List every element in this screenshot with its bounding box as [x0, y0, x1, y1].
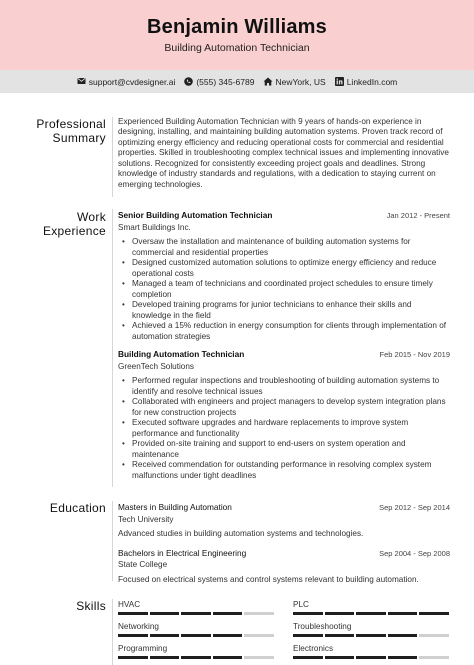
education-description: Advanced studies in building automation systems and technologies.: [118, 529, 364, 538]
resume-header: [0, 0, 474, 70]
job-company: GreenTech Solutions: [118, 361, 195, 371]
skill-level-segment: [244, 634, 274, 637]
job-bullet: • Achieved a 15% reduction in energy consumption for clients through implementation of automation strategies: [118, 321, 450, 342]
skill-level-segment: [118, 634, 148, 637]
education-entry: [118, 548, 450, 586]
job-bullet: • Executed software upgrades and hardware replacements to improve system performance and functionality: [118, 418, 450, 439]
education-dates: Sep 2004 - Sep 2008: [379, 548, 450, 558]
job-bullet: • Received commendation for outstanding performance in resolving complex system malfunctions under tight deadlines: [118, 460, 450, 481]
skill-level-segment: [388, 656, 418, 659]
summary-heading-line2: Summary: [52, 131, 106, 145]
skill-level-segment: [181, 656, 211, 659]
skill-name: Networking: [118, 622, 159, 631]
skill-level-segment: [325, 612, 355, 615]
skill-level-segment: [419, 656, 449, 659]
skill-level-segment: [356, 656, 386, 659]
skill-level-segment: [293, 612, 323, 615]
education-head: [118, 548, 450, 560]
job-bullet: • Performed regular inspections and troubleshooting of building automation systems to identify and resolve technical issues: [118, 376, 450, 397]
skill-level-segment: [118, 656, 148, 659]
education-head: [118, 502, 450, 514]
summary-text: Experienced Building Automation Technician with 9 years of hands-on experience in designing, installing, and maintaining building automation systems. Proven track record of optimizing energy efficiency and reducing operational costs for commercial and residential properties. Skilled in troubleshooting complex technical issues and implementing innovative solutions. Recognized for consistently exceeding project goals and deadlines. Strong knowledge of industry standards and regulations, with a dedication to staying current on emerging technologies.: [118, 116, 449, 189]
contact-linkedin-text: LinkedIn.com: [346, 76, 398, 87]
contact-email-text: support@cvdesigner.ai: [88, 76, 176, 87]
education-school: State College: [118, 560, 168, 569]
skill-level-bar: [293, 656, 449, 659]
skill-level-segment: [213, 612, 243, 615]
skill-name: Troubleshooting: [293, 622, 352, 631]
skill-level-segment: [150, 612, 180, 615]
experience-heading-line1: Work: [77, 210, 106, 224]
job-title: Building Automation Technician: [118, 349, 245, 359]
experience-heading: [16, 210, 106, 238]
skill-level-segment: [388, 634, 418, 637]
contact-email[interactable]: [77, 77, 176, 87]
contact-bar: [0, 70, 474, 93]
contact-location-text: NewYork, US: [275, 76, 326, 87]
contact-location: [263, 77, 325, 87]
skills-section: [0, 599, 474, 665]
skill-level-bar: [118, 634, 274, 637]
job-head: [118, 349, 450, 361]
contact-linkedin[interactable]: [335, 77, 398, 87]
skill-item: [293, 600, 449, 615]
skill-level-segment: [356, 612, 386, 615]
skill-level-segment: [244, 612, 274, 615]
contact-phone-text: (555) 345-6789: [196, 76, 255, 87]
skill-level-segment: [325, 656, 355, 659]
job-head: [118, 210, 450, 222]
skill-item: [118, 644, 274, 659]
experience-heading-line2: Experience: [42, 224, 106, 238]
experience-divider: [112, 209, 113, 487]
skill-level-segment: [181, 612, 211, 615]
education-degree: Bachelors in Electrical Engineering: [118, 547, 247, 558]
skill-name: HVAC: [118, 600, 141, 609]
skills-grid: [118, 600, 450, 659]
job-bullets: [118, 237, 450, 342]
job-bullet: • Provided on-site training and support to end-users on system operation and maintenance: [118, 439, 450, 460]
job-entry: [118, 210, 450, 342]
skill-level-segment: [150, 634, 180, 637]
job-entry: [118, 349, 450, 481]
job-bullet: • Oversaw the installation and maintenance of building automation systems for commercial and residential properties: [118, 237, 450, 258]
experience-section: [0, 209, 474, 489]
skill-item: [118, 600, 274, 615]
education-list: [118, 502, 450, 593]
skill-level-segment: [419, 612, 449, 615]
job-bullet: • Designed customized automation solutions to optimize energy efficiency and reduce operational costs: [118, 258, 450, 279]
skill-level-segment: [293, 634, 323, 637]
job-bullet: • Collaborated with engineers and project managers to develop system integration plans for new construction projects: [118, 397, 450, 418]
skill-item: [293, 622, 449, 637]
skill-item: [118, 622, 274, 637]
skill-level-segment: [419, 634, 449, 637]
job-bullets: [118, 376, 450, 481]
summary-heading-line1: Professional: [36, 117, 106, 131]
phone-icon: [184, 77, 193, 86]
skill-level-segment: [356, 634, 386, 637]
skills-divider: [112, 599, 113, 665]
contact-phone[interactable]: [184, 77, 254, 87]
summary-section: [0, 117, 474, 197]
job-company: Smart Buildings Inc.: [118, 222, 191, 232]
education-school: Tech University: [118, 514, 174, 524]
skill-level-segment: [150, 656, 180, 659]
envelope-icon: [77, 77, 86, 86]
skill-level-segment: [118, 612, 148, 615]
education-entry: [118, 502, 450, 540]
skill-level-segment: [213, 634, 243, 637]
skill-item: [293, 644, 449, 659]
skill-level-segment: [244, 656, 274, 659]
job-bullet: • Managed a team of technicians and coordinated project schedules to ensure timely completion: [118, 279, 450, 300]
skill-level-segment: [293, 656, 323, 659]
education-divider: [112, 501, 113, 581]
candidate-title: Building Automation Technician: [164, 42, 310, 54]
skill-name: Electronics: [293, 644, 334, 653]
job-dates: Jan 2012 - Present: [386, 211, 450, 220]
skill-level-segment: [213, 656, 243, 659]
job-dates: Feb 2015 - Nov 2019: [379, 350, 450, 359]
skill-level-segment: [325, 634, 355, 637]
education-description: Focused on electrical systems and control systems relevant to building automation.: [118, 574, 419, 584]
experience-list: [118, 210, 450, 488]
skill-level-bar: [118, 612, 274, 615]
skill-level-segment: [181, 634, 211, 637]
education-heading: Education: [49, 501, 106, 515]
skill-level-bar: [293, 634, 449, 637]
job-bullet: • Developed training programs for junior technicians to enhance their skills and knowledge in the field: [118, 300, 450, 321]
skill-level-bar: [293, 612, 449, 615]
skills-heading: Skills: [76, 599, 106, 613]
skill-level-bar: [118, 656, 274, 659]
summary-divider: [112, 117, 113, 197]
education-section: [0, 501, 474, 583]
education-degree: Masters in Building Automation: [118, 502, 232, 512]
candidate-name: Benjamin Williams: [147, 16, 327, 38]
skill-name: Programming: [118, 644, 168, 653]
linkedin-icon: [335, 77, 344, 86]
skill-name: PLC: [293, 600, 309, 609]
job-title: Senior Building Automation Technician: [118, 210, 273, 220]
skill-level-segment: [388, 612, 418, 615]
summary-heading: [16, 117, 106, 145]
education-dates: Sep 2012 - Sep 2014: [379, 503, 450, 512]
home-icon: [263, 77, 272, 86]
